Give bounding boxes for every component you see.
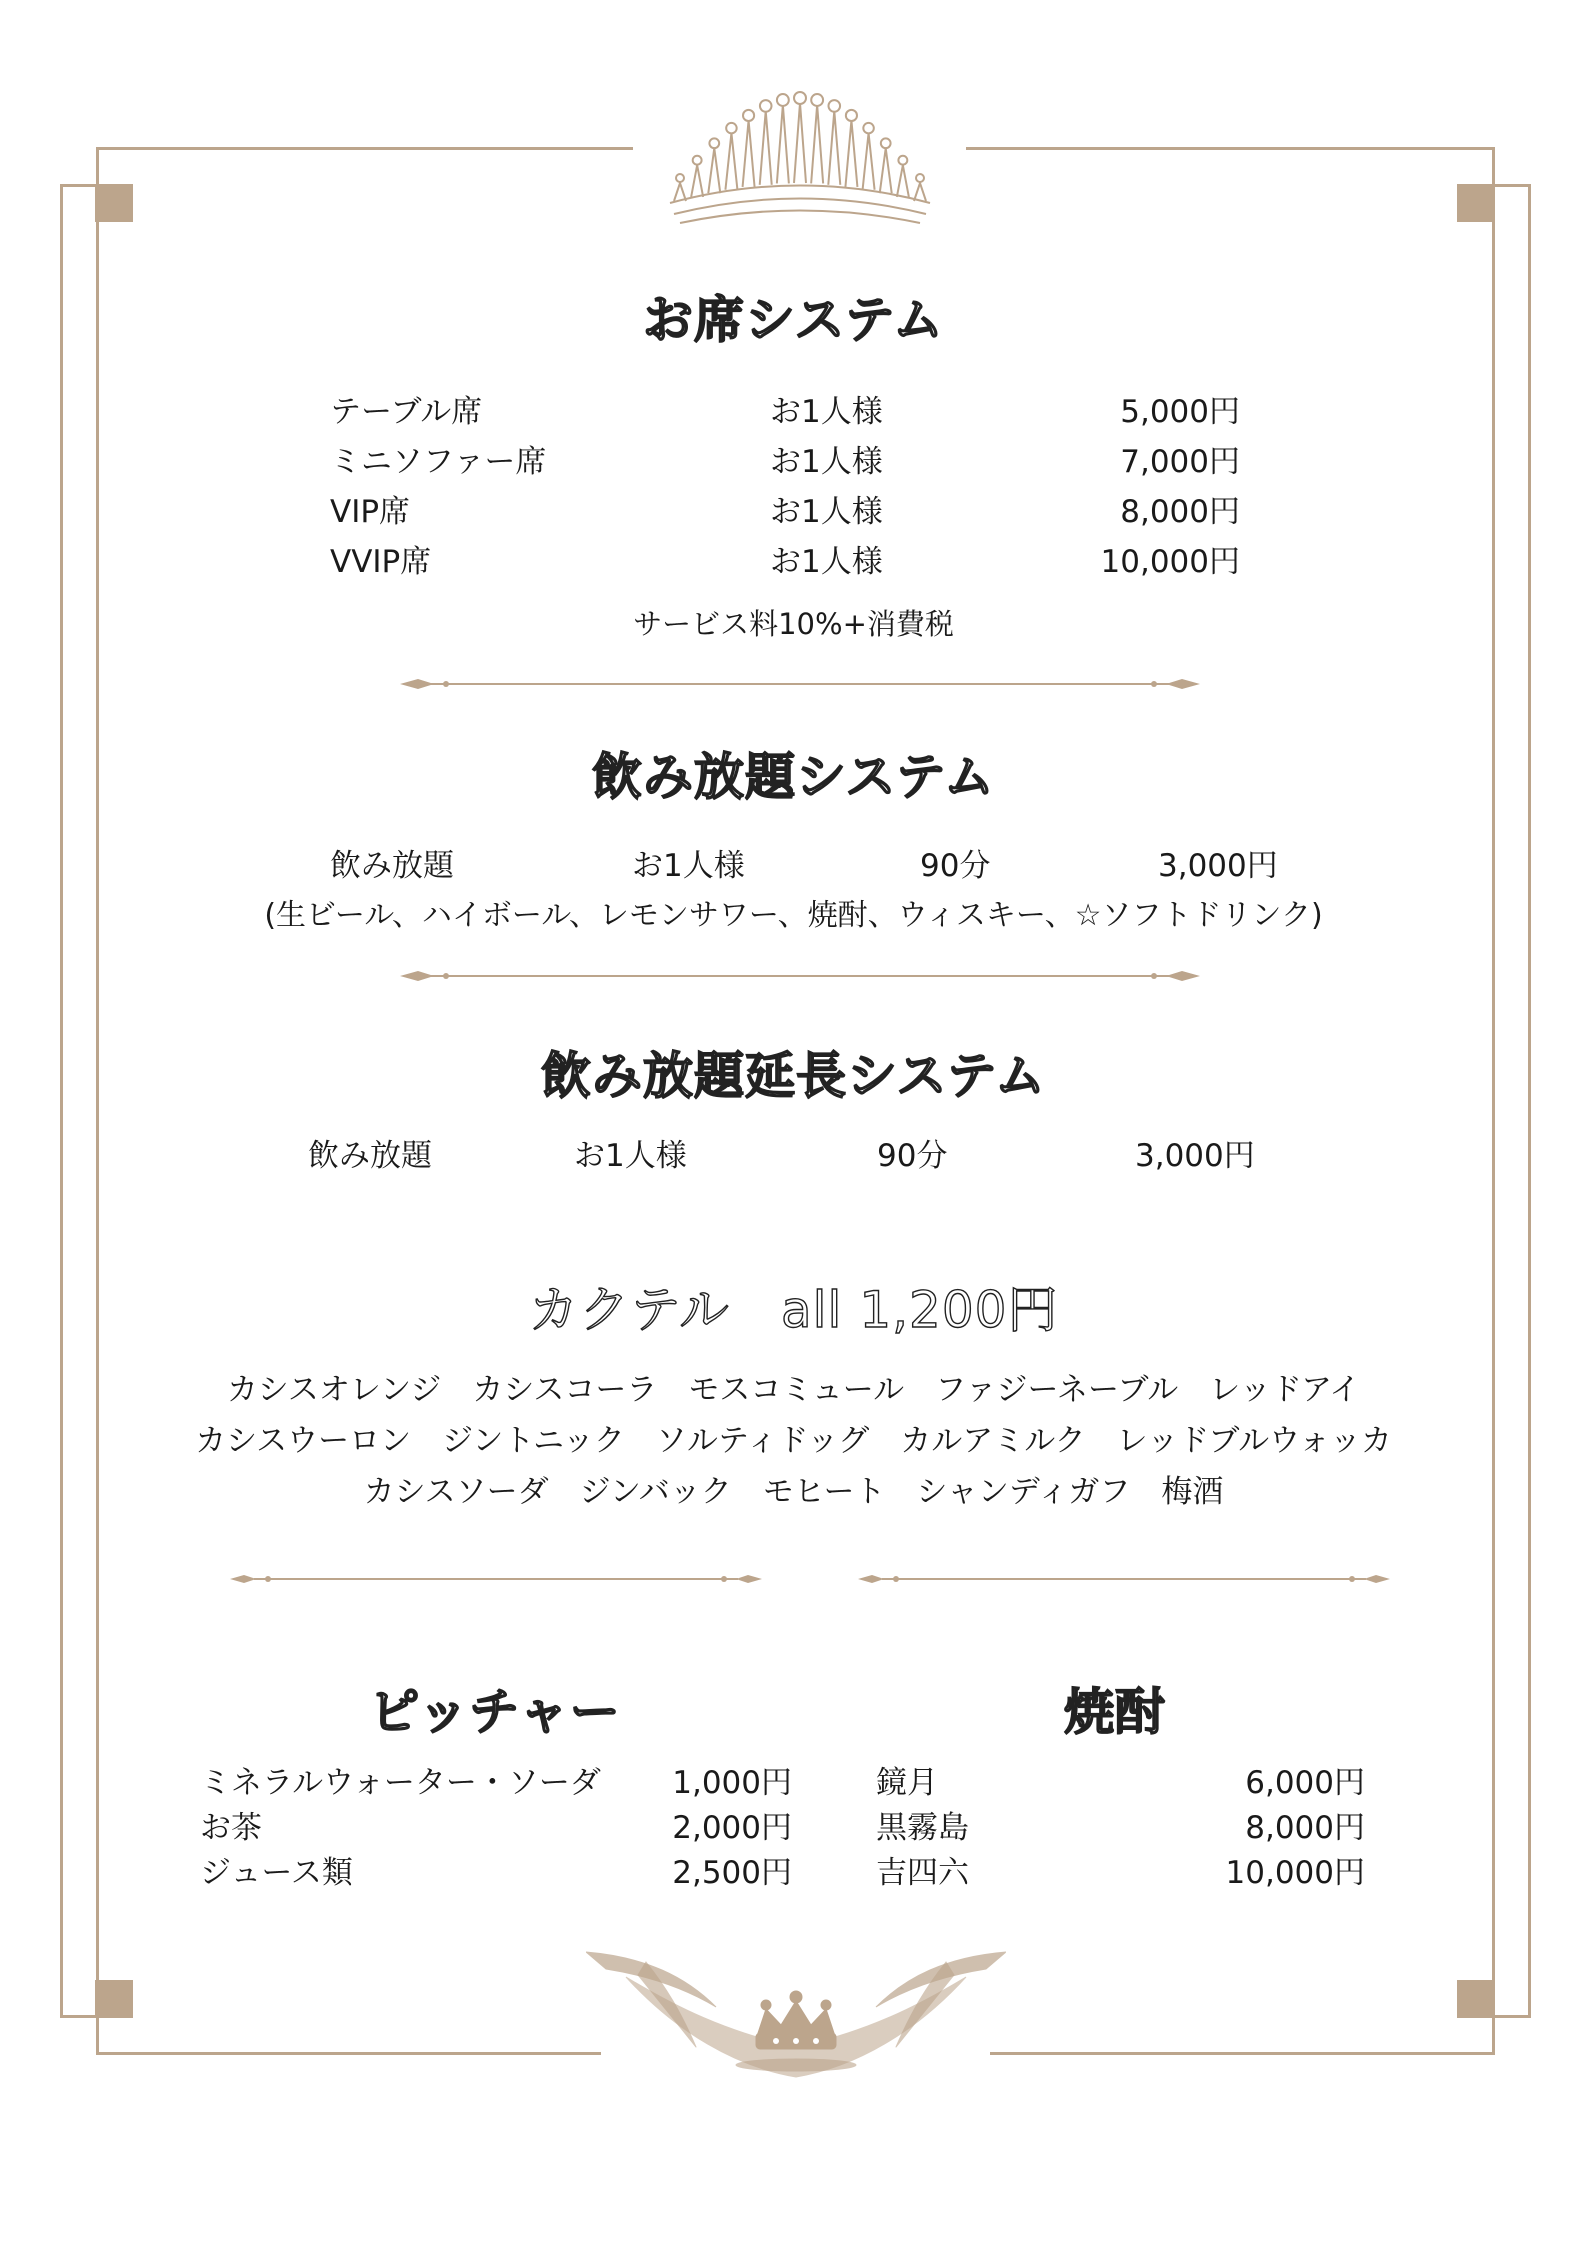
seat-price: 7,000円: [1120, 444, 1240, 480]
divider-ornament: [400, 969, 1200, 983]
corner-square-top-left: [95, 184, 133, 222]
frame-bottom-line-left: [60, 2015, 100, 2018]
included-drinks: (生ビール、ハイボール、レモンサワー、焼酎、ウィスキー、☆ソフトドリンク): [264, 898, 1323, 933]
seat-name: テーブル席: [330, 394, 483, 430]
seat-price: 8,000円: [1120, 494, 1240, 530]
corner-square-bottom-left: [95, 1980, 133, 2018]
plan-name: 飲み放題: [330, 848, 454, 884]
frame-top-line-right: [1491, 184, 1531, 187]
pitcher-title: ピッチャー: [369, 1683, 621, 1741]
seat-unit: お1人様: [770, 544, 883, 580]
pitcher-price: 2,500円: [672, 1855, 792, 1891]
shochu-name: 鏡月: [876, 1765, 938, 1801]
tiara-icon: [660, 88, 940, 228]
shochu-name: 黒霧島: [876, 1810, 969, 1846]
seat-name: ミニソファー席: [330, 444, 547, 480]
pitcher-price: 2,000円: [672, 1810, 792, 1846]
all-you-can-drink-title: 飲み放題システム: [592, 748, 995, 806]
shochu-price: 8,000円: [1245, 1810, 1365, 1846]
cocktail-line: カシスソーダ ジンバック モヒート シャンディガフ 梅酒: [363, 1474, 1224, 1510]
plan-unit: お1人様: [574, 1138, 687, 1174]
cocktails-title: カクテル all 1,200円: [528, 1281, 1059, 1339]
plan-name: 飲み放題: [308, 1138, 432, 1174]
inner-bottom-line-right: [990, 2052, 1495, 2055]
crown-flourish-icon: [586, 1937, 1006, 2087]
plan-duration: 90分: [920, 848, 991, 884]
plan-price: 3,000円: [1158, 848, 1278, 884]
corner-square-bottom-right: [1457, 1980, 1495, 2018]
seat-unit: お1人様: [770, 444, 883, 480]
seat-name: VVIP席: [330, 544, 432, 580]
divider-ornament-right: [858, 1572, 1390, 1586]
corner-square-top-right: [1457, 184, 1495, 222]
shochu-price: 10,000円: [1225, 1855, 1365, 1891]
shochu-name: 吉四六: [876, 1855, 969, 1891]
frame-top-line-left: [60, 184, 100, 187]
pitcher-name: ミネラルウォーター・ソーダ: [200, 1765, 601, 1801]
cocktail-line: カシスウーロン ジントニック ソルティドッグ カルアミルク レッドブルウォッカ: [195, 1423, 1392, 1459]
cocktail-line: カシスオレンジ カシスコーラ モスコミュール ファジーネーブル レッドアイ: [226, 1372, 1361, 1408]
divider-ornament-left: [230, 1572, 762, 1586]
pitcher-name: ジュース類: [200, 1855, 353, 1891]
seat-unit: お1人様: [770, 394, 883, 430]
seat-system-title: お席システム: [643, 291, 944, 349]
frame-bottom-line-right: [1491, 2015, 1531, 2018]
seat-price: 10,000円: [1100, 544, 1240, 580]
inner-bottom-line-left: [96, 2052, 601, 2055]
seat-name: VIP席: [330, 494, 411, 530]
inner-top-line-left: [96, 147, 633, 150]
seat-unit: お1人様: [770, 494, 883, 530]
shochu-title: 焼酎: [1064, 1683, 1166, 1741]
extension-title: 飲み放題延長システム: [541, 1047, 1046, 1105]
plan-unit: お1人様: [632, 848, 745, 884]
service-charge-note: サービス料10%+消費税: [633, 607, 954, 641]
plan-price: 3,000円: [1135, 1138, 1255, 1174]
plan-duration: 90分: [877, 1138, 948, 1174]
shochu-price: 6,000円: [1245, 1765, 1365, 1801]
divider-ornament: [400, 677, 1200, 691]
seat-price: 5,000円: [1120, 394, 1240, 430]
pitcher-price: 1,000円: [672, 1765, 792, 1801]
pitcher-name: お茶: [200, 1810, 262, 1846]
inner-top-line-right: [966, 147, 1495, 150]
